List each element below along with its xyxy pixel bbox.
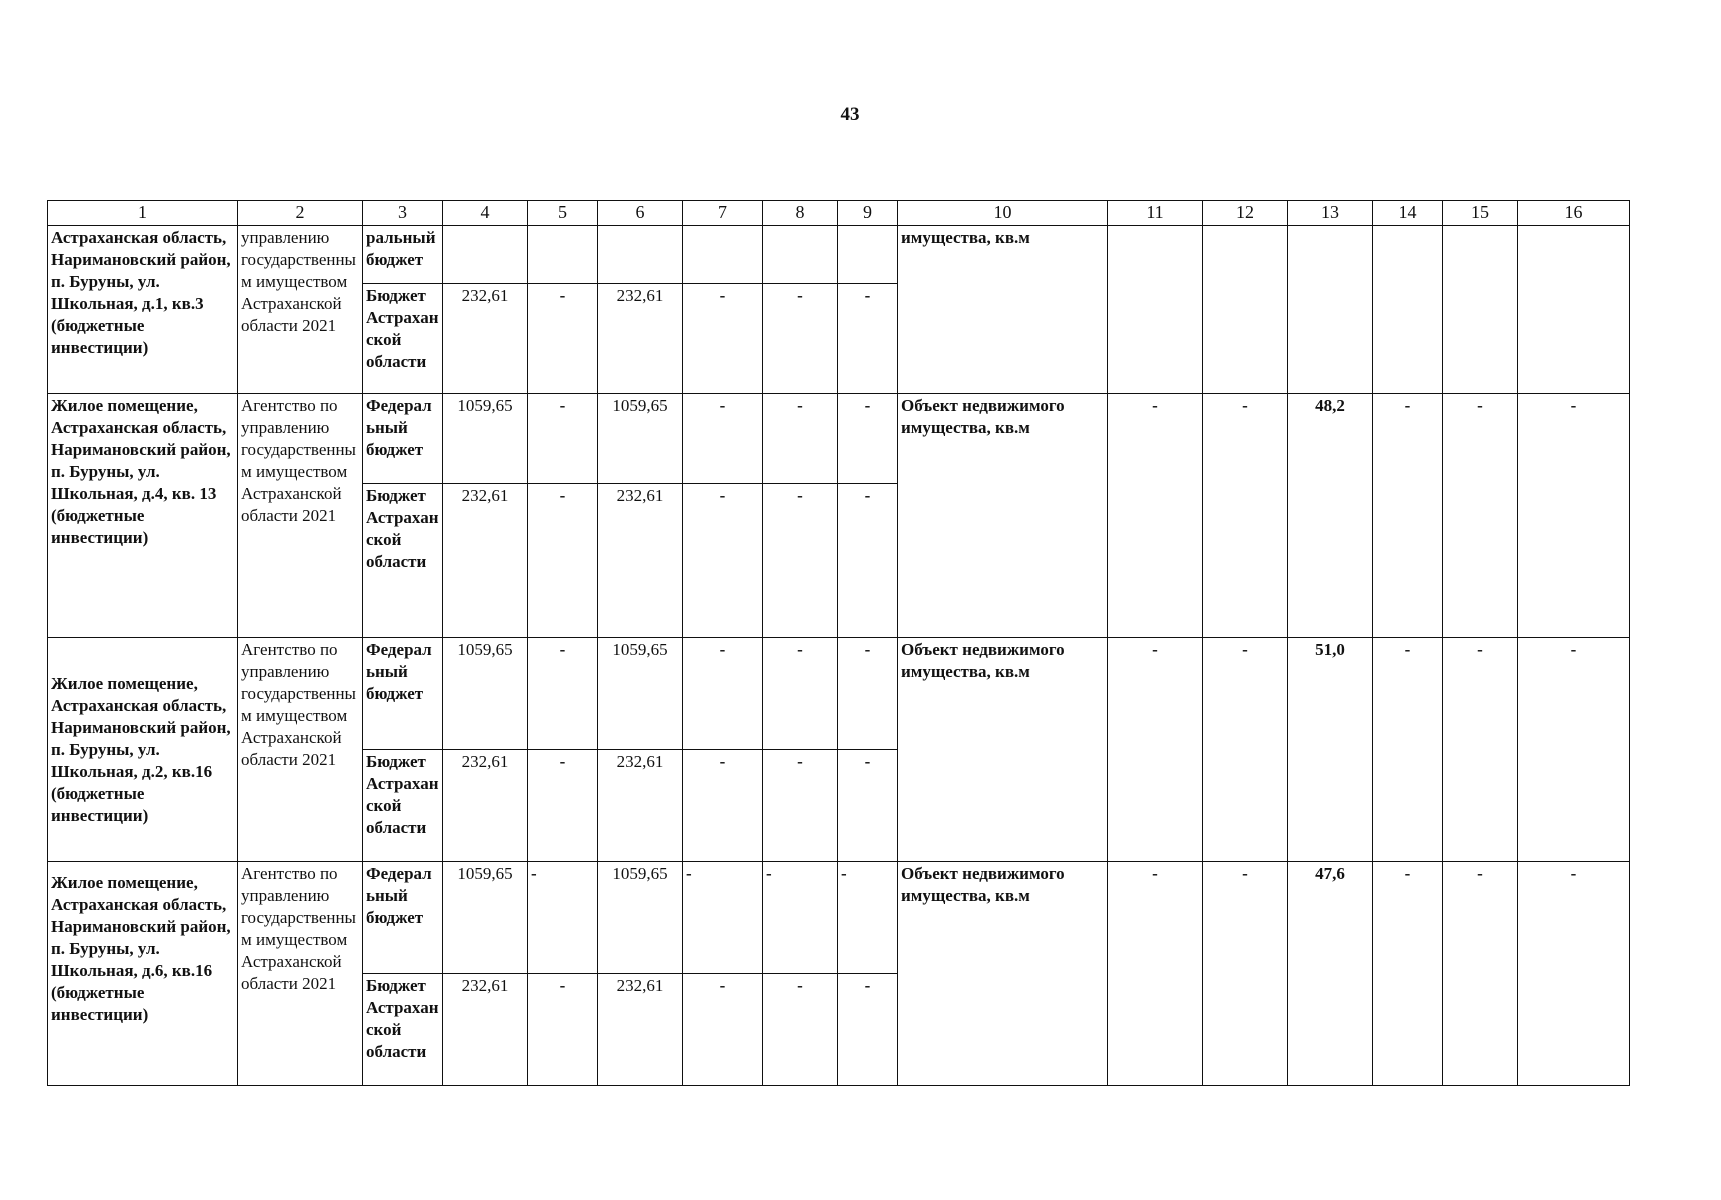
cell: - (528, 638, 598, 750)
purpose-cell: Объект недвижимого имущества, кв.м (898, 638, 1108, 862)
cell: - (763, 484, 838, 638)
cell: - (1443, 638, 1518, 862)
cell: - (528, 974, 598, 1086)
object-cell: Жилое помещение, Астраханская область, Наримановский район, п. Буруны, ул. Школьная, д.4, кв. 13 (бюджетные инвестиции) (48, 394, 238, 638)
cell (763, 226, 838, 284)
purpose-cell: имущества, кв.м (898, 226, 1108, 394)
cell: - (838, 284, 898, 394)
column-header: 16 (1518, 201, 1630, 226)
cell (1443, 226, 1518, 394)
cell (838, 226, 898, 284)
column-header: 7 (683, 201, 763, 226)
cell: - (1108, 394, 1203, 638)
cell: - (528, 750, 598, 862)
source-cell: Бюджет Астраханской области (363, 750, 443, 862)
table-row (48, 226, 1630, 284)
source-cell: ральный бюджет (363, 226, 443, 284)
cell: - (683, 862, 763, 974)
column-header: 3 (363, 201, 443, 226)
column-header: 12 (1203, 201, 1288, 226)
object-cell: Астраханская область, Наримановский район, п. Буруны, ул. Школьная, д.1, кв.3 (бюджетные инвестиции) (48, 226, 238, 394)
cell: - (1203, 394, 1288, 638)
cell: 232,61 (443, 484, 528, 638)
cell: - (528, 284, 598, 394)
cell: - (1108, 638, 1203, 862)
cell: - (763, 284, 838, 394)
cell (443, 226, 528, 284)
cell: - (763, 394, 838, 484)
table-row (48, 394, 1630, 484)
cell: - (838, 638, 898, 750)
cell: - (838, 394, 898, 484)
purpose-cell: Объект недвижимого имущества, кв.м (898, 862, 1108, 1086)
cell: - (838, 750, 898, 862)
cell: - (1373, 862, 1443, 1086)
column-header: 5 (528, 201, 598, 226)
object-cell: Жилое помещение, Астраханская область, Наримановский район, п. Буруны, ул. Школьная, д.2, кв.16 (бюджетные инвестиции) (48, 638, 238, 862)
cell: 1059,65 (598, 394, 683, 484)
column-header: 15 (1443, 201, 1518, 226)
cell: 232,61 (598, 484, 683, 638)
source-cell: Федеральный бюджет (363, 394, 443, 484)
source-cell: Федеральный бюджет (363, 638, 443, 750)
cell (528, 226, 598, 284)
cell: - (1518, 638, 1630, 862)
cell: - (763, 750, 838, 862)
cell: - (1203, 638, 1288, 862)
cell: - (1203, 862, 1288, 1086)
cell: - (528, 394, 598, 484)
cell: - (763, 974, 838, 1086)
cell: 1059,65 (598, 862, 683, 974)
source-cell: Федеральный бюджет (363, 862, 443, 974)
column-header: 4 (443, 201, 528, 226)
cell: - (1373, 638, 1443, 862)
column-number-row (48, 201, 1630, 226)
area-cell (1288, 226, 1373, 394)
cell: 232,61 (443, 974, 528, 1086)
column-header: 2 (238, 201, 363, 226)
column-header: 6 (598, 201, 683, 226)
cell: - (683, 750, 763, 862)
cell: 232,61 (598, 750, 683, 862)
purpose-cell: Объект недвижимого имущества, кв.м (898, 394, 1108, 638)
cell: - (1108, 862, 1203, 1086)
column-header: 1 (48, 201, 238, 226)
cell: 1059,65 (443, 638, 528, 750)
column-header: 10 (898, 201, 1108, 226)
table-row (48, 638, 1630, 750)
cell: - (1518, 394, 1630, 638)
cell: 232,61 (443, 284, 528, 394)
cell (1203, 226, 1288, 394)
area-cell: 47,6 (1288, 862, 1373, 1086)
cell: - (683, 638, 763, 750)
cell: - (528, 484, 598, 638)
cell: - (1443, 862, 1518, 1086)
source-cell: Бюджет Астраханской области (363, 284, 443, 394)
agency-cell: управлению государственным имуществом Астраханской области 2021 (238, 226, 363, 394)
cell: 1059,65 (443, 862, 528, 974)
agency-cell: Агентство по управлению государственным имуществом Астраханской области 2021 (238, 638, 363, 862)
area-cell: 51,0 (1288, 638, 1373, 862)
cell: - (763, 638, 838, 750)
cell: - (683, 394, 763, 484)
cell: 232,61 (598, 974, 683, 1086)
column-header: 9 (838, 201, 898, 226)
cell: - (1443, 394, 1518, 638)
cell: 232,61 (598, 284, 683, 394)
cell: - (528, 862, 598, 974)
cell: 1059,65 (443, 394, 528, 484)
cell: - (838, 484, 898, 638)
cell: 1059,65 (598, 638, 683, 750)
cell: - (683, 284, 763, 394)
data-table (47, 200, 1630, 1086)
cell: - (1518, 862, 1630, 1086)
column-header: 13 (1288, 201, 1373, 226)
cell: - (763, 862, 838, 974)
object-cell: Жилое помещение, Астраханская область, Наримановский район, п. Буруны, ул. Школьная, д.6, кв.16 (бюджетные инвестиции) (48, 862, 238, 1086)
agency-cell: Агентство по управлению государственным имуществом Астраханской области 2021 (238, 862, 363, 1086)
cell: - (1373, 394, 1443, 638)
column-header: 8 (763, 201, 838, 226)
cell: - (683, 974, 763, 1086)
cell (598, 226, 683, 284)
cell (1108, 226, 1203, 394)
source-cell: Бюджет Астраханской области (363, 484, 443, 638)
area-cell: 48,2 (1288, 394, 1373, 638)
cell: - (683, 484, 763, 638)
column-header: 14 (1373, 201, 1443, 226)
source-cell: Бюджет Астраханской области (363, 974, 443, 1086)
cell: - (838, 862, 898, 974)
cell: 232,61 (443, 750, 528, 862)
cell (1373, 226, 1443, 394)
cell (1518, 226, 1630, 394)
cell: - (838, 974, 898, 1086)
table-row (48, 862, 1630, 974)
agency-cell: Агентство по управлению государственным имуществом Астраханской области 2021 (238, 394, 363, 638)
page-number: 43 (840, 104, 860, 125)
cell (683, 226, 763, 284)
column-header: 11 (1108, 201, 1203, 226)
